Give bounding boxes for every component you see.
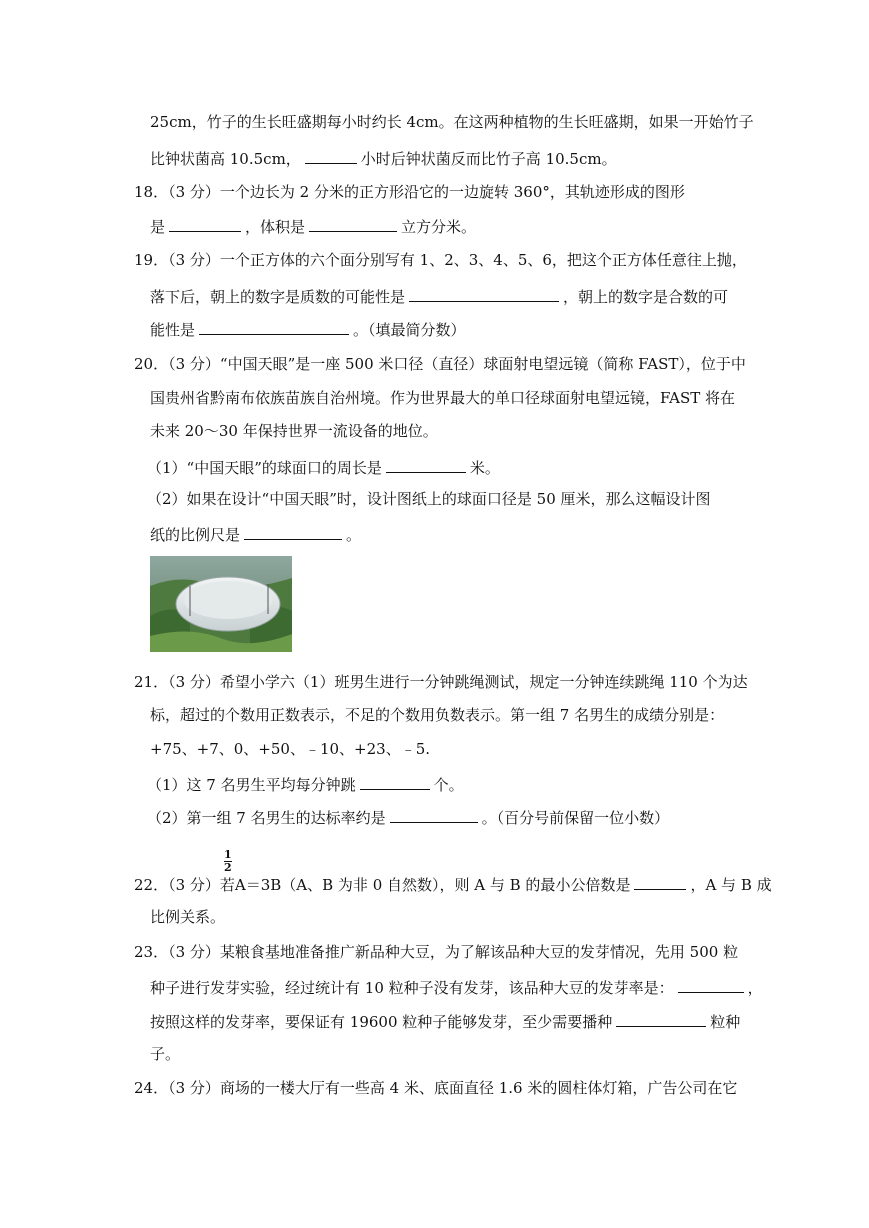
q22-line-2: 比例关系。 <box>150 908 226 926</box>
q22-answer-blank-lcm[interactable] <box>634 873 686 890</box>
fraction-denominator: 2 <box>224 861 232 874</box>
q19-line-3: 能性是 。（填最简分数） <box>150 318 466 340</box>
fraction-numerator: 1 <box>224 848 232 861</box>
q19-line-1: 19．（3 分）一个正方体的六个面分别写有 1、2、3、4、5、6，把这个正方体任意往上抛， <box>134 251 747 269</box>
q20-answer-blank-scale[interactable] <box>244 523 342 540</box>
q19-answer-blank-composite[interactable] <box>199 318 349 335</box>
q24-line-1: 24．（3 分）商场的一楼大厅有一些高 4 米、底面直径 1.6 米的圆柱体灯箱，广告公司在它 <box>134 1079 738 1097</box>
q18-line-2: 是 ，体积是 立方分米。 <box>150 215 476 237</box>
q17-line-2: 比钟状菌高 10.5cm， 小时后钟状菌反而比竹子高 10.5cm。 <box>150 147 617 169</box>
q23-answer-blank-rate[interactable] <box>678 976 744 993</box>
q20-line-3: 未来 20～30 年保持世界一流设备的地位。 <box>150 422 438 440</box>
q23-line-4: 子。 <box>150 1045 181 1063</box>
q20-sub-2: （2）如果在设计“中国天眼”时，设计图纸上的球面口径是 50 厘米，那么这幅设计图 <box>147 490 711 508</box>
q22-fraction <box>224 850 232 873</box>
q19-line-2: 落下后，朝上的数字是质数的可能性是 ，朝上的数字是合数的可 <box>150 285 728 307</box>
q21-answer-blank-rate[interactable] <box>390 806 478 823</box>
q18-answer-blank-volume[interactable] <box>309 215 397 232</box>
q17-line-1: 25cm，竹子的生长旺盛期每小时约长 4cm。在这两种植物的生长旺盛期，如果一开始竹子 <box>150 113 754 131</box>
fast-telescope-photo <box>150 556 292 652</box>
telescope-image <box>150 556 292 652</box>
q21-answer-blank-average[interactable] <box>360 773 430 790</box>
q18-answer-blank-shape[interactable] <box>169 215 241 232</box>
q17-answer-blank[interactable] <box>305 147 357 164</box>
q21-line-3: +75、+7、0、+50、﹣10、+23、﹣5. <box>150 740 431 758</box>
q23-line-2: 种子进行发芽实验，经过统计有 10 粒种子没有发芽，该品种大豆的发芽率是： ， <box>150 976 763 998</box>
q23-line-3: 按照这样的发芽率，要保证有 19600 粒种子能够发芽，至少需要播种 粒种 <box>150 1010 740 1032</box>
q23-line-1: 23．（3 分）某粮食基地准备推广新品种大豆，为了解该品种大豆的发芽情况，先用 500 粒 <box>134 943 739 961</box>
q20-line-1: 20．（3 分）“中国天眼”是一座 500 米口径（直径）球面射电望远镜（简称 FAST），位于中 <box>134 355 746 373</box>
q20-sub-2-cont: 纸的比例尺是 。 <box>150 523 361 545</box>
q20-line-2: 国贵州省黔南布依族苗族自治州境。作为世界最大的单口径球面射电望远镜，FAST 将在 <box>150 389 735 407</box>
q18-line-1: 18．（3 分）一个边长为 2 分米的正方形沿它的一边旋转 360°，其轨迹形成的图形 <box>134 183 685 201</box>
q21-sub-2: （2）第一组 7 名男生的达标率约是 。（百分号前保留一位小数） <box>147 806 669 828</box>
q21-line-2: 标，超过的个数用正数表示，不足的个数用负数表示。第一组 7 名男生的成绩分别是： <box>150 706 725 724</box>
q22-line-1: 22．（3 分）若A＝3B（A、B 为非 0 自然数），则 A 与 B 的最小公倍数是 ，A 与 B 成 <box>134 873 772 895</box>
q19-answer-blank-prime[interactable] <box>409 285 559 302</box>
q20-answer-blank-circumference[interactable] <box>386 456 466 473</box>
q21-line-1: 21．（3 分）希望小学六（1）班男生进行一分钟跳绳测试，规定一分钟连续跳绳 110 个为达 <box>134 673 748 691</box>
q21-sub-1: （1）这 7 名男生平均每分钟跳 个。 <box>147 773 464 795</box>
q20-sub-1: （1）“中国天眼”的球面口的周长是 米。 <box>147 456 500 478</box>
q23-answer-blank-seeds[interactable] <box>616 1010 706 1027</box>
